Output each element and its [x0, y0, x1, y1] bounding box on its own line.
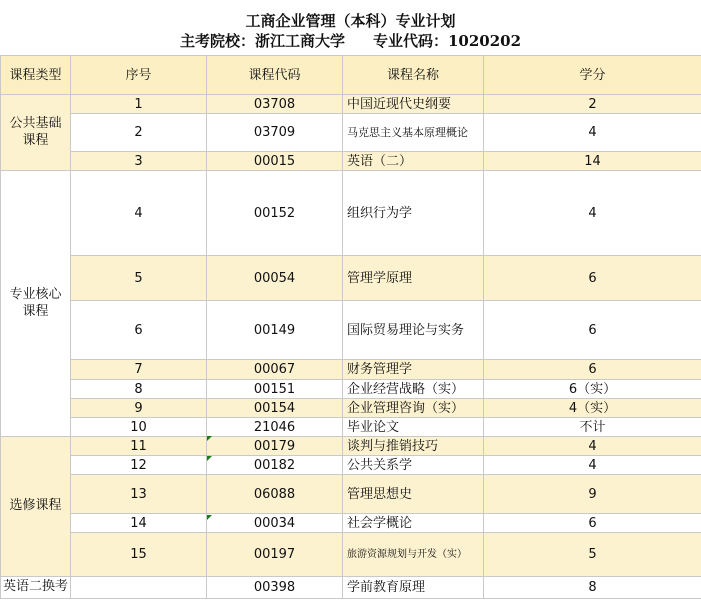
row-course-name: 英语（二）	[343, 152, 484, 171]
sheet-title: 工商企业管理（本科）专业计划	[245, 12, 456, 30]
row-number: 5	[71, 256, 207, 301]
table-row	[1, 114, 701, 152]
row-number: 1	[71, 95, 207, 114]
row-credit: 5	[484, 533, 701, 577]
row-code: 21046	[207, 418, 343, 437]
row-code: 00054	[207, 256, 343, 301]
row-course-name: 马克思主义基本原理概论	[343, 114, 484, 152]
table-row	[1, 256, 701, 301]
exam-institution: 主考院校：浙江工商大学	[179, 32, 345, 50]
table-row	[1, 475, 701, 514]
cell-comment-marker-icon	[207, 436, 212, 441]
row-code: 00398	[207, 577, 343, 599]
row-number: 11	[71, 437, 207, 456]
row-number	[71, 577, 207, 599]
row-credit: 6（实）	[484, 380, 701, 399]
row-credit: 14	[484, 152, 701, 171]
cell-comment-marker-icon	[207, 515, 212, 520]
row-course-name: 旅游资源规划与开发（实）	[343, 533, 484, 577]
row-code: 00067	[207, 360, 343, 380]
row-course-name: 管理学原理	[343, 256, 484, 301]
row-code: 06088	[207, 475, 343, 514]
table-row	[1, 456, 701, 475]
header-row	[1, 56, 701, 95]
row-number: 7	[71, 360, 207, 380]
row-credit: 6	[484, 514, 701, 533]
table-row	[1, 360, 701, 380]
table-row	[1, 95, 701, 114]
row-course-name: 企业经营战略（实）	[343, 380, 484, 399]
table-row	[1, 514, 701, 533]
row-number: 6	[71, 301, 207, 360]
table-row	[1, 533, 701, 577]
row-number: 13	[71, 475, 207, 514]
row-course-name: 学前教育原理	[343, 577, 484, 599]
row-credit: 不计	[484, 418, 701, 437]
row-credit: 2	[484, 95, 701, 114]
row-credit: 8	[484, 577, 701, 599]
row-credit: 4	[484, 114, 701, 152]
sheet-subtitle	[0, 30, 701, 51]
header-number: 序号	[71, 56, 207, 95]
row-number: 2	[71, 114, 207, 152]
row-code: 00197	[207, 533, 343, 577]
table-row	[1, 171, 701, 256]
row-number: 9	[71, 399, 207, 418]
row-credit: 6	[484, 360, 701, 380]
row-number: 4	[71, 171, 207, 256]
category-core: 专业核心课程	[1, 171, 71, 437]
row-code: 00154	[207, 399, 343, 418]
row-code: 00034	[207, 514, 343, 533]
table-row	[1, 152, 701, 171]
row-credit: 9	[484, 475, 701, 514]
table-row	[1, 437, 701, 456]
row-course-name: 管理思想史	[343, 475, 484, 514]
row-course-name: 财务管理学	[343, 360, 484, 380]
row-number: 10	[71, 418, 207, 437]
row-number: 12	[71, 456, 207, 475]
table-row	[1, 399, 701, 418]
row-course-name: 公共关系学	[343, 456, 484, 475]
row-code: 00149	[207, 301, 343, 360]
table-row	[1, 418, 701, 437]
row-number: 14	[71, 514, 207, 533]
row-credit: 4（实）	[484, 399, 701, 418]
row-credit: 6	[484, 256, 701, 301]
sheet-title-area	[0, 0, 701, 55]
row-code: 03708	[207, 95, 343, 114]
category-english-alt: 英语二换考	[1, 577, 71, 599]
row-course-name: 社会学概论	[343, 514, 484, 533]
row-code: 00015	[207, 152, 343, 171]
table-row	[1, 577, 701, 599]
table-row	[1, 380, 701, 399]
row-course-name: 企业管理咨询（实）	[343, 399, 484, 418]
header-code: 课程代码	[207, 56, 343, 95]
header-credit: 学分	[484, 56, 701, 95]
major-code: 专业代码：1020202	[372, 32, 522, 50]
category-elective: 选修课程	[1, 437, 71, 577]
row-number: 8	[71, 380, 207, 399]
header-category: 课程类型	[1, 56, 71, 95]
cell-comment-marker-icon	[207, 456, 212, 461]
row-credit: 6	[484, 301, 701, 360]
row-credit: 4	[484, 437, 701, 456]
category-public: 公共基础课程	[1, 95, 71, 171]
table-row	[1, 301, 701, 360]
row-code: 00152	[207, 171, 343, 256]
row-code: 00179	[207, 437, 343, 456]
row-number: 15	[71, 533, 207, 577]
row-number: 3	[71, 152, 207, 171]
row-course-name: 国际贸易理论与实务	[343, 301, 484, 360]
row-course-name: 谈判与推销技巧	[343, 437, 484, 456]
row-course-name: 中国近现代史纲要	[343, 95, 484, 114]
curriculum-table	[0, 55, 701, 599]
row-course-name: 毕业论文	[343, 418, 484, 437]
row-credit: 4	[484, 171, 701, 256]
header-course-name: 课程名称	[343, 56, 484, 95]
row-code: 03709	[207, 114, 343, 152]
row-course-name: 组织行为学	[343, 171, 484, 256]
row-credit: 4	[484, 456, 701, 475]
row-code: 00182	[207, 456, 343, 475]
row-code: 00151	[207, 380, 343, 399]
